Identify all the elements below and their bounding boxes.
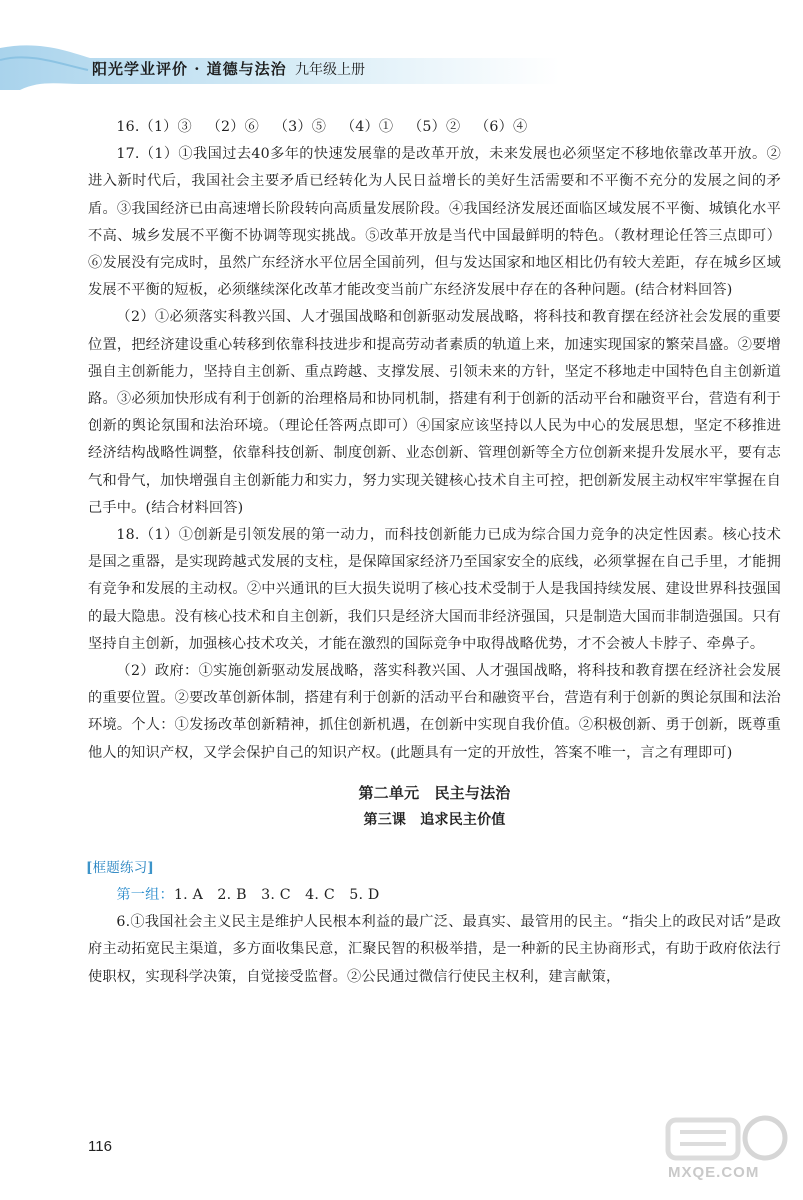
answer-q17-part2: （2）①必须落实科教兴国、人才强国战略和创新驱动发展战略，将科技和教育摆在经济社会发展的重要位置，把经济建设重心转移到依靠科技进步和提高劳动者素质的轨道上来，加速实现国家的繁荣昌盛。②要增强自主创新能力，坚持自主创新、重点跨越、支撑发展、引领未来的方针，坚定不移地走中国特色自主创新道路。③必须加快形成有利于创新的治理格局和协同机制，搭建有利于创新的活动平台和融资平台，营造有利于创新的舆论氛围和法治环境。（理论任答两点即可）④国家应该坚持以人民为中心的发展思想，坚定不移推进经济结构战略性调整，依靠科技创新、制度创新、业态创新、管理创新等全方位创新来提升发展水平，要有志气和骨气，加快增强自主创新能力和实力，努力实现关键核心技术自主可控，把创新发展主动权牢牢掌握在自己手中。(结合材料回答): [88, 309, 781, 516]
group-answers-text: 1. A 2. B 3. C 4. C 5. D: [173, 887, 380, 904]
answer-q6: 6.①我国社会主义民主是维护人民根本利益的最广泛、最真实、最管用的民主。“指尖上的政民对话”是政府主动拓宽民主渠道，多方面收集民意，汇聚民智的积极举措，是一种新的民主协商形式，有助于政府依法行使职权，实现科学决策，自觉接受监督。②公民通过微信行使民主权利，建言献策，: [88, 914, 781, 985]
lesson-title: 第三课 追求民主价值: [363, 811, 506, 828]
bracket-left-icon: [: [86, 859, 93, 876]
answer-q17-part1: 17.（1）①我国过去40多年的快速发展靠的是改革开放，未来发展也必须坚定不移地依靠改革开放。②进入新时代后，我国社会主要矛盾已经转化为人民日益增长的美好生活需要和不平衡不充分的发展之间的矛盾。③我国经济已由高速增长阶段转向高质量发展阶段。④我国经济发展还面临区域发展不平衡、城镇化水平不高、城乡发展不平衡不协调等现实挑战。⑤改革开放是当代中国最鲜明的特色。（教材理论任答三点即可）⑥发展没有完成时，虽然广东经济水平位居全国前列，但与发达国家和地区相比仍有较大差距，存在城乡区域发展不平衡的短板，必须继续深化改革才能改变当前广东经济发展中存在的各种问题。(结合材料回答): [88, 146, 781, 299]
watermark-text: MXQE.COM: [668, 1164, 760, 1181]
group-label: 第一组：: [116, 887, 174, 904]
answer-q18-part2: （2）政府：①实施创新驱动发展战略，落实科教兴国、人才强国战略，将科技和教育摆在经济社会发展的重要位置。②要改革创新体制，搭建有利于创新的活动平台和融资平台，营造有利于创新的舆论氛围和法治环境。个人：①发扬改革创新精神，抓住创新机遇，在创新中实现自我价值。②积极创新、勇于创新，既尊重他人的知识产权，又学会保护自己的知识产权。(此题具有一定的开放性，答案不唯一，言之有理即可): [88, 663, 781, 761]
group-answers: [88, 882, 781, 909]
answer-q18-part1: 18.（1）①创新是引领发展的第一动力，而科技创新能力已成为综合国力竞争的决定性因素。核心技术是国之重器，是实现跨越式发展的支柱，是保障国家经济乃至国家安全的底线，必须掌握在自己手里，才能拥有竞争和发展的主动权。②中兴通讯的巨大损失说明了核心技术受制于人是我国持续发展、建设世界科技强国的最大隐患。没有核心技术和自主创新，我们只是经济大国而非经济强国，只是制造大国而非制造强国。只有坚持自主创新，加强核心技术攻关，才能在激烈的国际竞争中取得战略优势，才不会被人卡脖子、牵鼻子。: [88, 527, 781, 652]
section-tag-label: 框题练习: [92, 859, 148, 876]
header-band: [0, 0, 803, 90]
section-tag: [86, 857, 154, 879]
bracket-right-icon: ]: [147, 859, 154, 876]
answer-q16: 16.（1）③ （2）⑥ （3）⑤ （4）① （5）② （6）④: [116, 119, 528, 135]
header-title: 阳光学业评价 · 道德与法治: [92, 60, 287, 78]
page-number: 116: [88, 1138, 112, 1155]
answer-content: [88, 114, 781, 991]
unit-title: 第二单元 民主与法治: [358, 783, 511, 802]
header-subtitle: 九年级上册: [295, 62, 365, 78]
